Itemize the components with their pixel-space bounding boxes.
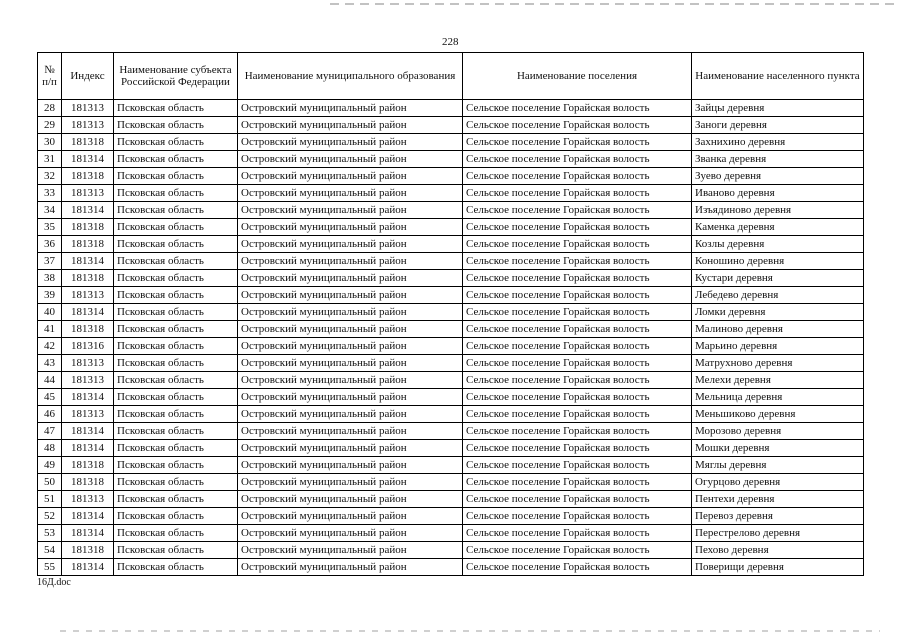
cell-region: Псковская область [114,321,238,338]
cell-settlement: Сельское поселение Горайская волость [463,134,692,151]
cell-number: 43 [38,355,62,372]
cell-index: 181313 [62,185,114,202]
cell-municipality: Островский муниципальный район [238,508,463,525]
cell-region: Псковская область [114,508,238,525]
table-row [38,440,864,457]
cell-index: 181318 [62,457,114,474]
table-body [38,100,864,576]
cell-region: Псковская область [114,457,238,474]
cell-municipality: Островский муниципальный район [238,219,463,236]
cell-locality: Зуево деревня [692,168,864,185]
cell-locality: Меньшиково деревня [692,406,864,423]
cell-region: Псковская область [114,253,238,270]
cell-settlement: Сельское поселение Горайская волость [463,474,692,491]
cell-number: 38 [38,270,62,287]
cell-index: 181313 [62,287,114,304]
cell-settlement: Сельское поселение Горайская волость [463,338,692,355]
cell-locality: Заноги деревня [692,117,864,134]
cell-number: 46 [38,406,62,423]
cell-municipality: Островский муниципальный район [238,168,463,185]
cell-index: 181314 [62,253,114,270]
footer-filename: 16Д.doc [37,577,71,588]
cell-number: 32 [38,168,62,185]
cell-number: 29 [38,117,62,134]
cell-region: Псковская область [114,134,238,151]
cell-settlement: Сельское поселение Горайская волость [463,406,692,423]
cell-region: Псковская область [114,338,238,355]
table-row [38,185,864,202]
cell-locality: Захнихино деревня [692,134,864,151]
cell-municipality: Островский муниципальный район [238,151,463,168]
cell-settlement: Сельское поселение Горайская волость [463,355,692,372]
cell-municipality: Островский муниципальный район [238,236,463,253]
cell-number: 49 [38,457,62,474]
table-row [38,202,864,219]
cell-locality: Званка деревня [692,151,864,168]
cell-settlement: Сельское поселение Горайская волость [463,253,692,270]
cell-locality: Мельница деревня [692,389,864,406]
cell-settlement: Сельское поселение Горайская волость [463,117,692,134]
cell-settlement: Сельское поселение Горайская волость [463,457,692,474]
cell-region: Псковская область [114,542,238,559]
cell-index: 181318 [62,270,114,287]
cell-number: 40 [38,304,62,321]
cell-locality: Кустари деревня [692,270,864,287]
table-row [38,542,864,559]
cell-number: 37 [38,253,62,270]
cell-settlement: Сельское поселение Горайская волость [463,372,692,389]
cell-municipality: Островский муниципальный район [238,406,463,423]
cell-region: Псковская область [114,168,238,185]
cell-municipality: Островский муниципальный район [238,355,463,372]
table-row [38,304,864,321]
cell-municipality: Островский муниципальный район [238,185,463,202]
cell-region: Псковская область [114,287,238,304]
cell-settlement: Сельское поселение Горайская волость [463,270,692,287]
cell-settlement: Сельское поселение Горайская волость [463,304,692,321]
cell-settlement: Сельское поселение Горайская волость [463,389,692,406]
cell-number: 30 [38,134,62,151]
table-row [38,423,864,440]
cell-municipality: Островский муниципальный район [238,100,463,117]
header-settlement: Наименование поселения [463,53,692,100]
table-row [38,508,864,525]
cell-settlement: Сельское поселение Горайская волость [463,151,692,168]
cell-index: 181318 [62,321,114,338]
cell-locality: Козлы деревня [692,236,864,253]
cell-index: 181313 [62,372,114,389]
cell-number: 45 [38,389,62,406]
cell-locality: Лебедево деревня [692,287,864,304]
cell-index: 181316 [62,338,114,355]
cell-municipality: Островский муниципальный район [238,423,463,440]
settlements-table [37,52,864,576]
cell-municipality: Островский муниципальный район [238,491,463,508]
cell-locality: Мошки деревня [692,440,864,457]
cell-number: 54 [38,542,62,559]
table-row [38,406,864,423]
cell-index: 181314 [62,151,114,168]
cell-region: Псковская область [114,423,238,440]
cell-region: Псковская область [114,236,238,253]
cell-region: Псковская область [114,491,238,508]
cell-number: 35 [38,219,62,236]
cell-municipality: Островский муниципальный район [238,287,463,304]
cell-index: 181314 [62,508,114,525]
table-row [38,219,864,236]
cell-region: Псковская область [114,372,238,389]
cell-region: Псковская область [114,440,238,457]
cell-region: Псковская область [114,559,238,576]
table-row [38,287,864,304]
cell-number: 44 [38,372,62,389]
cell-region: Псковская область [114,117,238,134]
cell-number: 34 [38,202,62,219]
page-number: 228 [442,36,459,48]
cell-number: 51 [38,491,62,508]
cell-locality: Поверищи деревня [692,559,864,576]
cell-region: Псковская область [114,304,238,321]
cell-locality: Перевоз деревня [692,508,864,525]
cell-municipality: Островский муниципальный район [238,542,463,559]
cell-number: 33 [38,185,62,202]
cell-municipality: Островский муниципальный район [238,474,463,491]
cell-locality: Изъядиново деревня [692,202,864,219]
table-row [38,372,864,389]
cell-settlement: Сельское поселение Горайская волость [463,542,692,559]
cell-locality: Огурцово деревня [692,474,864,491]
cell-settlement: Сельское поселение Горайская волость [463,491,692,508]
cell-municipality: Островский муниципальный район [238,270,463,287]
cell-number: 42 [38,338,62,355]
table-row [38,151,864,168]
cell-number: 50 [38,474,62,491]
table-row [38,134,864,151]
cell-number: 39 [38,287,62,304]
scan-edge-bottom [60,630,880,632]
cell-settlement: Сельское поселение Горайская волость [463,100,692,117]
header-index: Индекс [62,53,114,100]
cell-number: 48 [38,440,62,457]
cell-index: 181313 [62,100,114,117]
cell-index: 181318 [62,134,114,151]
cell-municipality: Островский муниципальный район [238,134,463,151]
cell-index: 181314 [62,389,114,406]
header-region: Наименование субъекта Российской Федерации [114,53,238,100]
cell-municipality: Островский муниципальный район [238,117,463,134]
table-header-row [38,53,864,100]
cell-region: Псковская область [114,389,238,406]
cell-number: 28 [38,100,62,117]
table-row [38,168,864,185]
cell-locality: Малиново деревня [692,321,864,338]
cell-index: 181318 [62,236,114,253]
cell-locality: Пентехи деревня [692,491,864,508]
cell-municipality: Островский муниципальный район [238,389,463,406]
cell-settlement: Сельское поселение Горайская волость [463,168,692,185]
cell-index: 181318 [62,474,114,491]
cell-index: 181314 [62,440,114,457]
cell-region: Псковская область [114,185,238,202]
cell-settlement: Сельское поселение Горайская волость [463,423,692,440]
cell-settlement: Сельское поселение Горайская волость [463,185,692,202]
cell-region: Псковская область [114,270,238,287]
table-row [38,355,864,372]
table-row [38,236,864,253]
cell-municipality: Островский муниципальный район [238,559,463,576]
cell-municipality: Островский муниципальный район [238,253,463,270]
cell-number: 52 [38,508,62,525]
cell-index: 181314 [62,423,114,440]
table-row [38,338,864,355]
cell-settlement: Сельское поселение Горайская волость [463,236,692,253]
table-row [38,457,864,474]
cell-locality: Ломки деревня [692,304,864,321]
cell-locality: Матрухново деревня [692,355,864,372]
table-row [38,491,864,508]
cell-settlement: Сельское поселение Горайская волость [463,287,692,304]
cell-locality: Перестрелово деревня [692,525,864,542]
cell-number: 53 [38,525,62,542]
cell-settlement: Сельское поселение Горайская волость [463,559,692,576]
cell-municipality: Островский муниципальный район [238,338,463,355]
header-municipality: Наименование муниципального образования [238,53,463,100]
cell-number: 31 [38,151,62,168]
cell-index: 181313 [62,355,114,372]
cell-number: 55 [38,559,62,576]
table-row [38,474,864,491]
cell-region: Псковская область [114,151,238,168]
cell-index: 181313 [62,491,114,508]
table-row [38,270,864,287]
cell-municipality: Островский муниципальный район [238,440,463,457]
cell-municipality: Островский муниципальный район [238,457,463,474]
cell-settlement: Сельское поселение Горайская волость [463,202,692,219]
cell-index: 181318 [62,219,114,236]
cell-locality: Коношино деревня [692,253,864,270]
cell-municipality: Островский муниципальный район [238,202,463,219]
cell-index: 181313 [62,406,114,423]
table-row [38,559,864,576]
table-row [38,253,864,270]
cell-index: 181313 [62,117,114,134]
cell-number: 41 [38,321,62,338]
table-row [38,117,864,134]
cell-index: 181314 [62,525,114,542]
cell-region: Псковская область [114,100,238,117]
cell-region: Псковская область [114,406,238,423]
cell-index: 181314 [62,304,114,321]
cell-settlement: Сельское поселение Горайская волость [463,440,692,457]
cell-index: 181314 [62,202,114,219]
cell-settlement: Сельское поселение Горайская волость [463,219,692,236]
cell-municipality: Островский муниципальный район [238,304,463,321]
scan-edge-top [330,3,900,5]
cell-settlement: Сельское поселение Горайская волость [463,508,692,525]
cell-region: Псковская область [114,525,238,542]
cell-locality: Мелехи деревня [692,372,864,389]
cell-index: 181318 [62,542,114,559]
cell-locality: Морозово деревня [692,423,864,440]
cell-locality: Каменка деревня [692,219,864,236]
cell-index: 181318 [62,168,114,185]
cell-region: Псковская область [114,474,238,491]
cell-municipality: Островский муниципальный район [238,321,463,338]
cell-number: 47 [38,423,62,440]
table-row [38,525,864,542]
cell-locality: Марьино деревня [692,338,864,355]
cell-region: Псковская область [114,202,238,219]
cell-settlement: Сельское поселение Горайская волость [463,525,692,542]
cell-locality: Пехово деревня [692,542,864,559]
table-row [38,321,864,338]
cell-region: Псковская область [114,355,238,372]
cell-locality: Иваново деревня [692,185,864,202]
cell-municipality: Островский муниципальный район [238,525,463,542]
cell-region: Псковская область [114,219,238,236]
cell-locality: Мяглы деревня [692,457,864,474]
table-row [38,100,864,117]
table-row [38,389,864,406]
cell-municipality: Островский муниципальный район [238,372,463,389]
cell-number: 36 [38,236,62,253]
cell-settlement: Сельское поселение Горайская волость [463,321,692,338]
cell-locality: Зайцы деревня [692,100,864,117]
header-number: № п/п [38,53,62,100]
header-locality: Наименование населенного пункта [692,53,864,100]
cell-index: 181314 [62,559,114,576]
